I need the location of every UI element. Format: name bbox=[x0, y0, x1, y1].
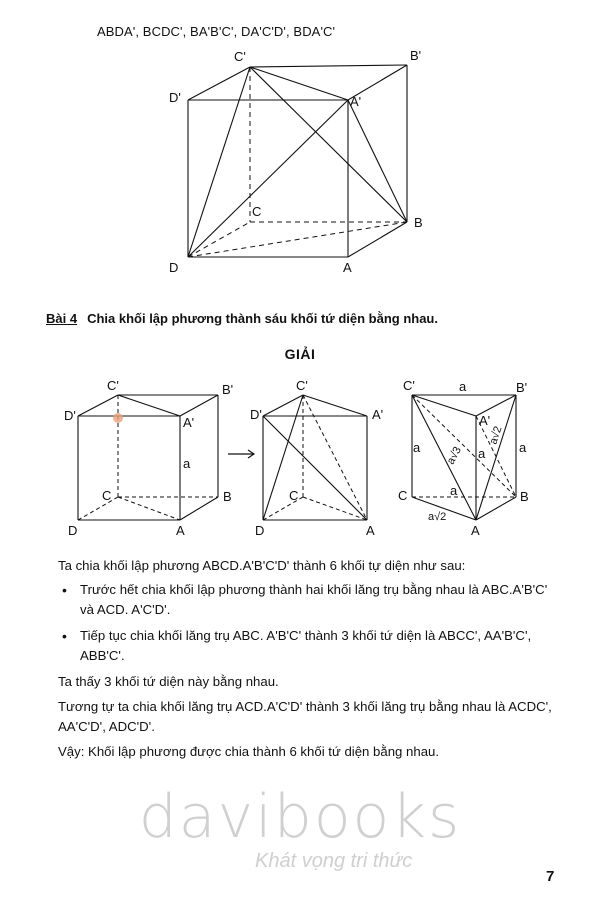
pr-label-a1: A' bbox=[479, 413, 491, 428]
cube-figure-1 bbox=[160, 40, 450, 280]
c1-label-c: C bbox=[102, 488, 112, 503]
exercise-statement: Chia khối lập phương thành sáu khối tứ diện bằng nhau. bbox=[87, 311, 438, 326]
arrow-icon bbox=[228, 450, 254, 458]
exercise-heading bbox=[46, 311, 438, 326]
pr-edge-left: a bbox=[413, 440, 421, 455]
pr-diag-a-sqrt3: a√3 bbox=[444, 444, 464, 467]
c2-label-d1: D' bbox=[250, 407, 262, 422]
c1-label-a: A bbox=[176, 523, 185, 538]
c1-label-d: D bbox=[68, 523, 78, 538]
pr-edge-top: a bbox=[459, 379, 467, 394]
label-b1: B' bbox=[410, 48, 422, 63]
label-c1: C' bbox=[234, 49, 246, 64]
watermark-brand: davibooks bbox=[138, 782, 462, 852]
pr-base-a-sqrt2: a√2 bbox=[428, 511, 447, 523]
bullet-item-2: • Tiếp tục chia khối lăng trụ ABC. A'B'C' thành 3 khối tứ diện là ABCC', AA'B'C', ABB'C'. bbox=[58, 626, 558, 666]
pr-label-b: B bbox=[520, 489, 529, 504]
c1-label-c1: C' bbox=[107, 378, 119, 393]
label-c: C bbox=[252, 204, 262, 219]
label-d1: D' bbox=[169, 90, 181, 105]
c1-label-a1: A' bbox=[183, 415, 195, 430]
paragraph-equal: Ta thấy 3 khối tứ diện này bằng nhau. bbox=[58, 674, 279, 689]
pr-label-c: C bbox=[398, 488, 408, 503]
c1-label-d1: D' bbox=[64, 408, 76, 423]
label-a1: A' bbox=[350, 94, 362, 109]
label-b: B bbox=[414, 215, 423, 230]
c1-label-b: B bbox=[223, 489, 232, 504]
label-a: A bbox=[343, 260, 352, 275]
pr-edge-mid: a bbox=[478, 446, 486, 461]
pr-label-c1: C' bbox=[403, 378, 415, 393]
solution-heading: GIẢI bbox=[284, 346, 316, 362]
bullet-item-1: • Trước hết chia khối lập phương thành hai khối lăng trụ bằng nhau là ABC.A'B'C' và ACD. A'C'D'. bbox=[58, 580, 558, 620]
c2-label-d: D bbox=[255, 523, 265, 538]
pr-edge-right: a bbox=[519, 440, 527, 455]
label-d: D bbox=[169, 260, 179, 275]
c2-label-a1: A' bbox=[372, 407, 384, 422]
tetrahedra-list: ABDA', BCDC', BA'B'C', DA'C'D', BDA'C' bbox=[97, 24, 336, 39]
c2-label-c1: C' bbox=[296, 378, 308, 393]
paragraph-conclusion: Vậy: Khối lập phương được chia thành 6 khối tứ diện bằng nhau. bbox=[58, 744, 440, 759]
paragraph-intro: Ta chia khối lập phương ABCD.A'B'C'D' thành 6 khối tự diện như sau: bbox=[58, 558, 466, 573]
c2-label-a: A bbox=[366, 523, 375, 538]
c1-label-b1: B' bbox=[222, 382, 234, 397]
c2-label-c: C bbox=[289, 488, 299, 503]
pr-label-b1: B' bbox=[516, 380, 528, 395]
exercise-number: Bài 4 bbox=[46, 311, 78, 326]
cube-split-figure bbox=[60, 375, 540, 540]
pr-edge-base: a bbox=[450, 483, 458, 498]
watermark-tagline: Khát vọng tri thức bbox=[255, 850, 413, 872]
solution-body bbox=[58, 556, 558, 762]
paragraph-similar: Tương tự ta chia khối lăng trụ ACD.A'C'D' thành 3 khối lăng trụ bằng nhau là ACDC', AA'C'D', ADC'D'. bbox=[58, 699, 552, 734]
highlight-mark bbox=[113, 413, 123, 423]
page-number: 7 bbox=[546, 868, 555, 885]
pr-diag-a-sqrt2: a√2 bbox=[487, 424, 505, 446]
pr-label-a: A bbox=[471, 523, 480, 538]
c1-edge-a: a bbox=[183, 456, 191, 471]
